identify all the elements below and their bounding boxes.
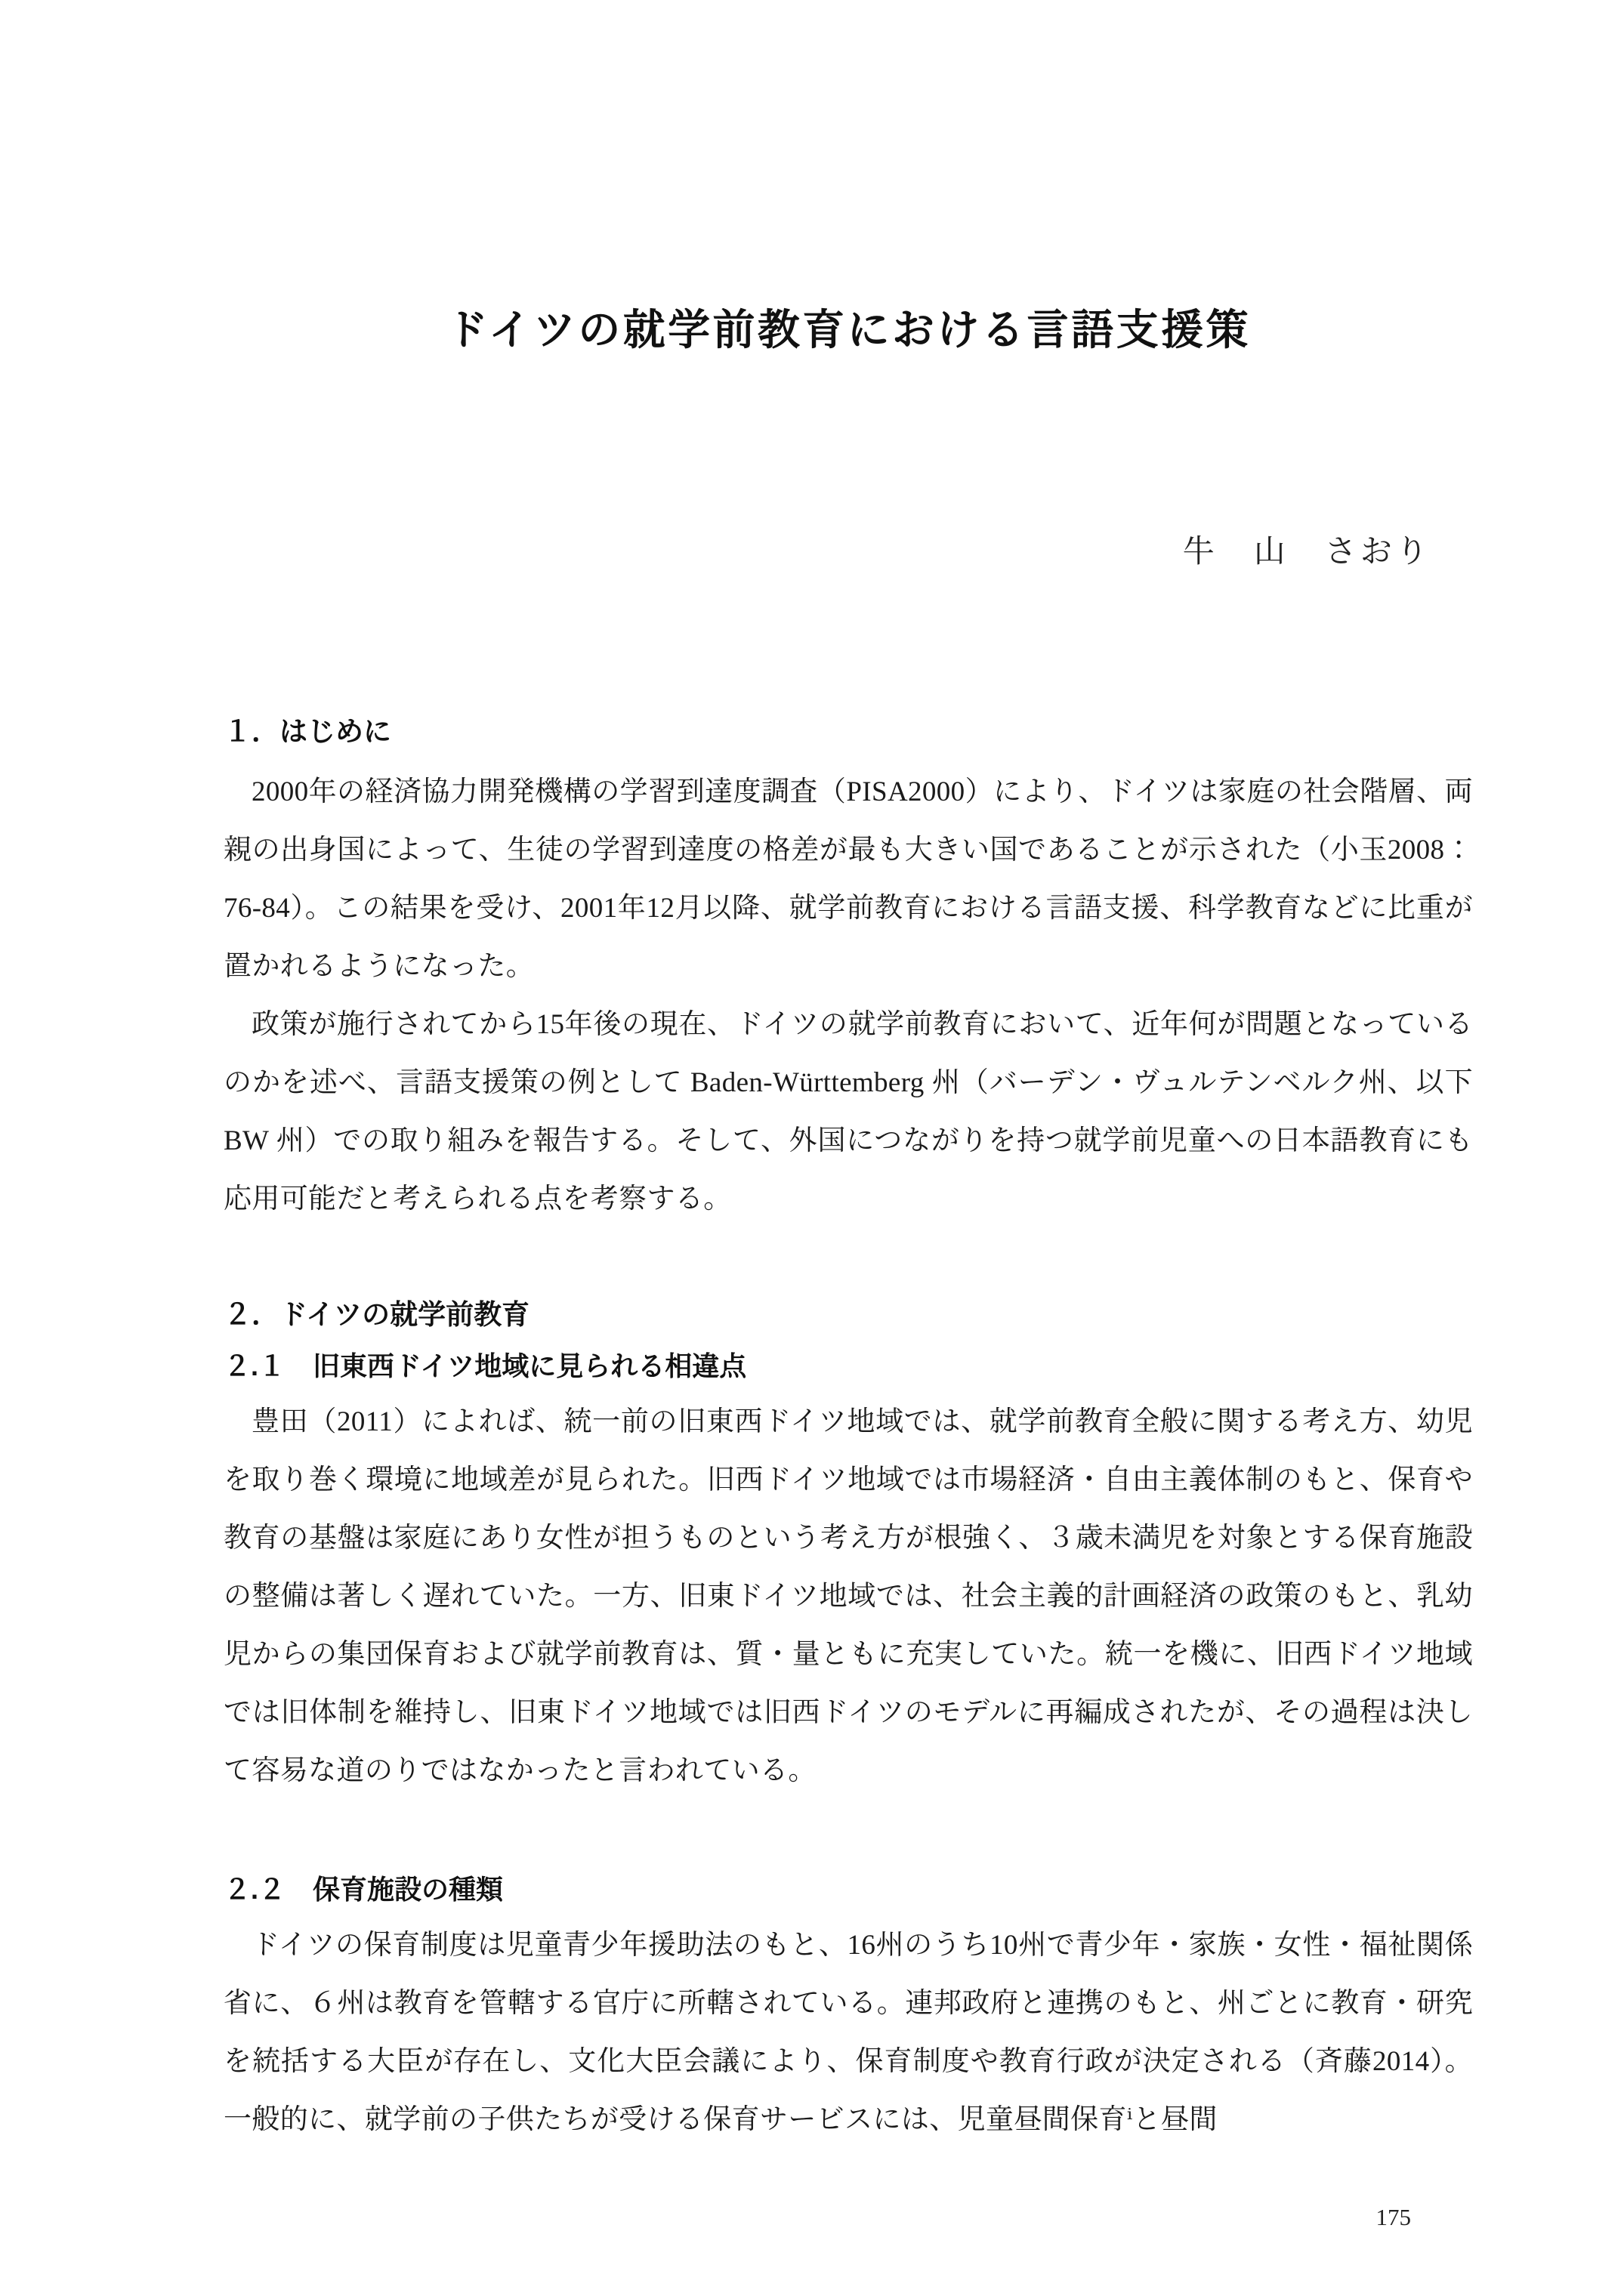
section-1-paragraph-2: 政策が施行されてから15年後の現在、ドイツの就学前教育において、近年何が問題となっているのかを述べ、言語支援策の例として Baden-Württemberg 州（バーデン・ヴュルテンベルク州、以下 BW 州）での取り組みを報告する。そして、外国につながりを持つ就学前児童への日本語教育にも応用可能だと考えられる点を考察する。 — [224, 1009, 1473, 1215]
page-number: 175 — [1375, 2204, 1411, 2230]
section-2-2-heading: ２.２ 保育施設の種類 — [224, 1874, 504, 1906]
section-2-1-heading: ２.１ 旧東西ドイツ地域に見られる相違点 — [224, 1350, 747, 1382]
section-2-heading: ２．ドイツの就学前教育 — [224, 1299, 530, 1331]
section-2-1-paragraph-1: 豊田（2011）によれば、統一前の旧東西ドイツ地域では、就学前教育全般に関する考え方、幼児を取り巻く環境に地域差が見られた。旧西ドイツ地域では市場経済・自由主義体制のもと、保育や教育の基盤は家庭にあり女性が担うものという考え方が根強く、３歳未満児を対象とする保育施設の整備は著しく遅れていた。一方、旧東ドイツ地域では、社会主義的計画経済の政策のもと、乳幼児からの集団保育および就学前教育は、質・量ともに充実していた。統一を機に、旧西ドイツ地域では旧体制を維持し、旧東ドイツ地域では旧西ドイツのモデルに再編成されたが、その過程は決して容易な道のりではなかったと言われている。 — [224, 1406, 1473, 1787]
section-2-2-paragraph-1: ドイツの保育制度は児童青少年援助法のもと、16州のうち10州で青少年・家族・女性・福祉関係省に、６州は教育を管轄する官庁に所轄されている。連邦政府と連携のもと、州ごとに教育・研究を統括する大臣が存在し、文化大臣会議により、保育制度や教育行政が決定される（斉藤2014）。一般的に、就学前の子供たちが受ける保育サービスには、児童昼間保育ⁱと昼間 — [224, 1930, 1473, 2136]
author-name: 牛 山 さおり — [1182, 535, 1431, 570]
section-1-paragraph-1: 2000年の経済協力開発機構の学習到達度調査（PISA2000）により、ドイツは家庭の社会階層、両親の出身国によって、生徒の学習到達度の格差が最も大きい国であることが示された（小玉2008：76-84）。この結果を受け、2001年12月以降、就学前教育における言語支援、科学教育などに比重が置かれるようになった。 — [224, 776, 1473, 983]
paper-title: ドイツの就学前教育における言語支援策 — [446, 307, 1251, 354]
section-1-heading: １．はじめに — [224, 716, 391, 748]
